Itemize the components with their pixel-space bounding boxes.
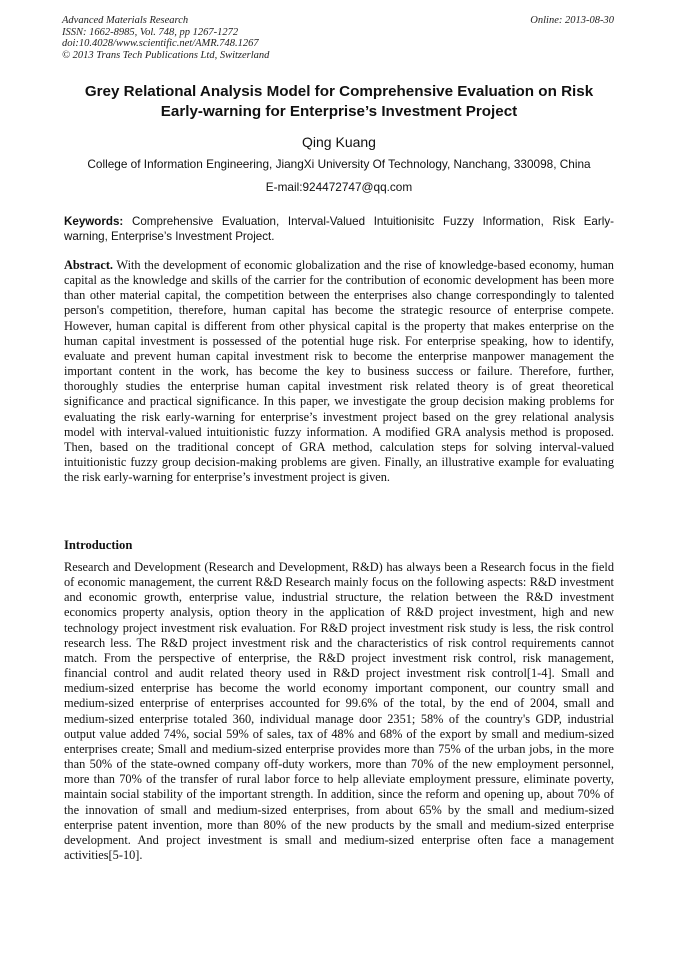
introduction-heading: Introduction: [64, 538, 133, 552]
journal-header: [62, 15, 269, 61]
keywords-label: Keywords:: [64, 215, 124, 228]
keywords-paragraph: [64, 214, 614, 244]
journal-doi: doi:10.4028/www.scientific.net/AMR.748.1267: [62, 38, 259, 49]
keywords-text: Comprehensive Evaluation, Interval-Valued Intuitionisitc Fuzzy Information, Risk Early-warning, Enterprise’s Investment Project.: [64, 215, 614, 243]
paper-title-line-1: Grey Relational Analysis Model for Comprehensive Evaluation on Risk: [84, 83, 594, 100]
journal-copyright: © 2013 Trans Tech Publications Ltd, Switzerland: [62, 49, 270, 61]
author-email: E-mail:924472747@qq.com: [265, 180, 413, 194]
paper-title-line-2: Early-warning for Enterprise’s Investment Project: [160, 103, 518, 120]
paper-title: [40, 82, 638, 122]
abstract-text: With the development of economic globalization and the rise of knowledge-based economy, human capital as the knowledge and skills of the carrier for the contribution of economic development has been more than other material capital, the competition between the enterprises also change correspondingly to talented person's competition, therefore, human capital has become the strategic resource of enterprise compete. However, human capital is different from other physical capital is the property that makes enterprise on the human capital investment is possessed of the potential huge risk. For enterprise speaking, how to identify, evaluate and prevent human capital investment risk to become the enterprise manpower management the important content in the work, has become the key to business success or failure. Therefore, further, thoroughly studies the enterprise human capital investment risk related theory is of great theoretical significance and practical significance. In this paper, we investigate the group decision making problems for evaluating the risk early-warning for enterprise’s investment project based on the grey relational analysis model with interval-valued intuitionistic fuzzy information. A modified GRA analysis method is proposed. Then, based on the traditional concept of GRA method, calculation steps for solving interval-valued intuitionistic fuzzy group decision-making problems are given. Finally, an illustrative example for evaluating the risk early-warning for enterprise’s investment project is given.: [64, 258, 614, 485]
journal-name: Advanced Materials Research: [62, 15, 189, 26]
introduction-paragraph: Research and Development (Research and Development, R&D) has always been a Research focus in the field of economic management, the current R&D Research mainly focus on the following aspects: R&D investment and economic growth, enterprise value, industrial structure, the relation between the R&D investment economics property analysis, option theory in the application of R&D project investment, high and new technology project investment risk evaluation. For R&D project investment risk study is less, the risk control research less. The R&D project investment risk and the characteristics of risk control requirements cannot match. From the perspective of enterprise, the R&D project investment risk control, risk management, financial control and audit related theory used in R&D project investment risk control[1-4]. Small and medium-sized enterprise has become the world economy important component, our country small and medium-sized enterprise of enterprises accounted for 99.6% of the total, by the end of 2004, small and medium-sized enterprise totaled 360, individual manage door 2351; 58% of the country's GDP, industrial output value added 74%, social 59% of sales, tax of 48% and 68% of the export by small and medium-sized enterprises create; Small and medium-sized enterprise provides more than 75% of the urban jobs, in the more than 50% of the state-owned company off-duty workers, more than 70% of the new employment personnel, more than 70% of the transfer of rural labor force to help alleviate employment pressure, eliminate poverty, maintain social stability of the important strength. In addition, since the reform and opening up, about 70% of the innovation of small and medium-sized enterprises, from about 65% by the small and medium-sized enterprise patent invention, more than 80% of the new products by the small and medium-sized enterprise development. And project investment is small and medium-sized enterprise often face a management activities[5-10].: [64, 560, 614, 862]
abstract-paragraph: [64, 258, 614, 485]
online-date: Online: 2013-08-30: [530, 15, 614, 26]
abstract-label: Abstract.: [64, 258, 114, 272]
author-affiliation: College of Information Engineering, JiangXi University Of Technology, Nanchang, 330098, China: [87, 157, 591, 171]
author-name: Qing Kuang: [302, 134, 376, 150]
journal-issn: ISSN: 1662-8985, Vol. 748, pp 1267-1272: [62, 26, 239, 38]
